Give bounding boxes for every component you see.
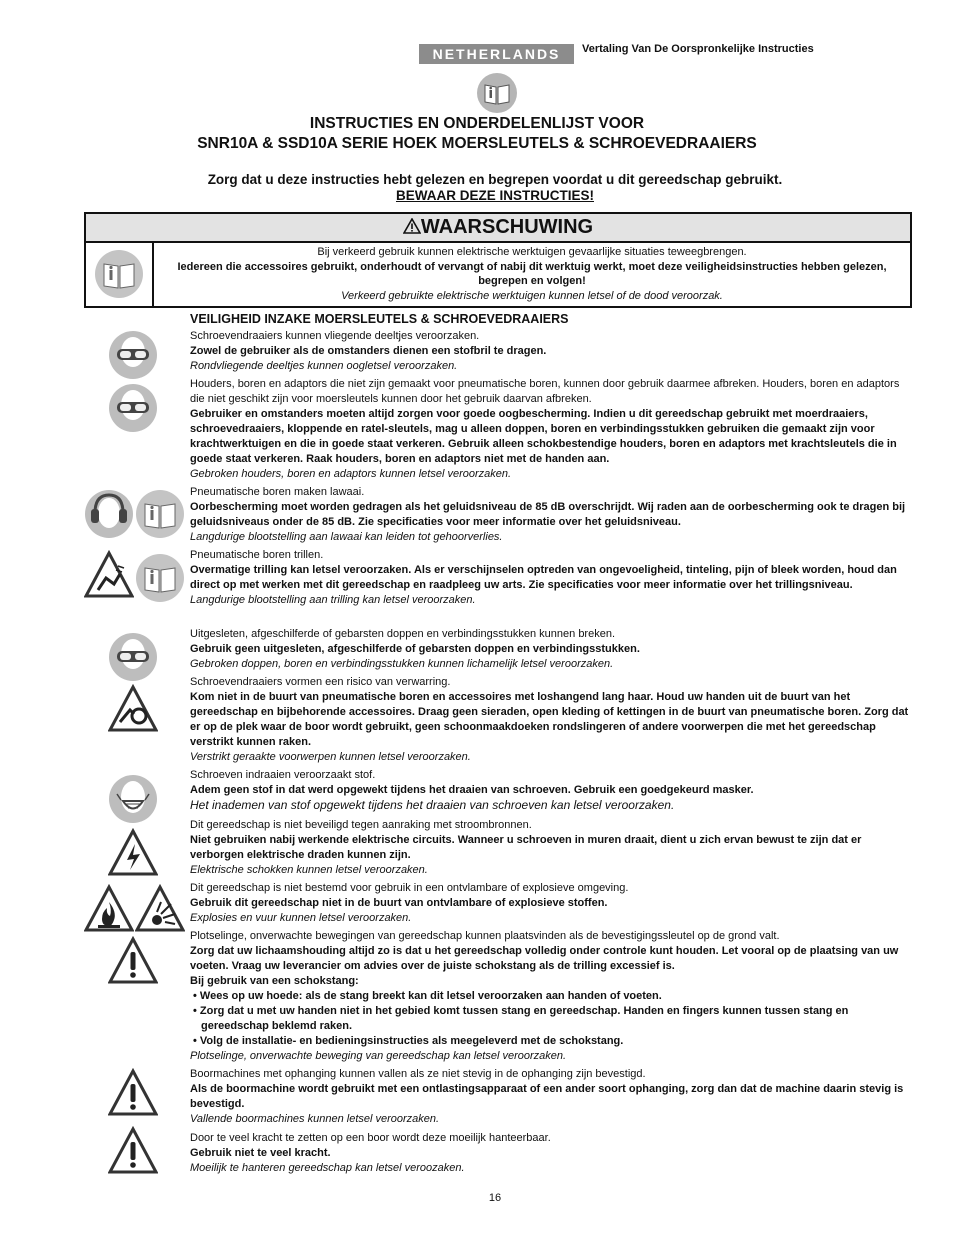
safety-block bbox=[190, 377, 910, 482]
block-italic: Elektrische schokken kunnen letsel veroorzaken. bbox=[190, 864, 428, 876]
general-warning-icon bbox=[108, 1068, 158, 1118]
block-bold: Gebruik geen uitgesleten, afgeschilferde of gebarsten doppen en verbindingsstukken. bbox=[190, 643, 640, 655]
general-warning-icon bbox=[108, 936, 158, 986]
block-normal: Plotselinge, onverwachte bewegingen van gereedschap kunnen plaatsvinden als de bevestigingssleutel op de grond valt. bbox=[190, 930, 780, 942]
read-manual-icon bbox=[135, 553, 185, 603]
block-italic: Gebroken doppen, boren en verbindingsstukken kunnen lichamelijk letsel veroorzaken. bbox=[190, 658, 614, 670]
block-italic: Gebroken houders, boren en adaptors kunnen letsel veroorzaken. bbox=[190, 468, 512, 480]
block-normal: Schroevendraaiers kunnen vliegende deeltjes veroorzaken. bbox=[190, 330, 480, 342]
bullet-item: • Zorg dat u met uw handen niet in het gebied komt tussen stang en gereedschap. Handen en fingers kunnen tussen stang en gereedschap beklemd raken. bbox=[193, 1005, 849, 1032]
block-italic: Plotselinge, onverwachte beweging van gereedschap kan letsel veroorzaken. bbox=[190, 1050, 567, 1062]
block-bold: Gebruik niet te veel kracht. bbox=[190, 1147, 331, 1159]
block-bold: Niet gebruiken nabij werkende elektrische circuits. Wanneer u schroeven in muren draait, dient u zich ervan bewust te zijn dat er verborgen elektrische draden kunnen zijn. bbox=[190, 834, 862, 861]
safety-block bbox=[190, 627, 910, 672]
warning-heading bbox=[86, 214, 910, 243]
section-title: VEILIGHEID INZAKE MOERSLEUTELS & SCHROEVEDRAAIERS bbox=[190, 312, 569, 326]
block-normal: Pneumatische boren maken lawaai. bbox=[190, 486, 365, 498]
bullet-item: • Volg de installatie- en bedieningsinstructies als meegeleverd met de schokstang. bbox=[193, 1035, 624, 1047]
block-bold: Overmatige trilling kan letsel veroorzaken. Als er verschijnselen optreden van ongevoeligheid, tinteling, pijn of bleek worden, houd dan direct op met werken met dit gereedschap en raadpleeg uw arts. Zie specificaties voor meer informatie over het trillingsniveau. bbox=[190, 564, 897, 591]
block-bold: Gebruiker en omstanders moeten altijd zorgen voor goede oogbescherming. Indien u dit gereedschap gebruikt met moerdraaiers, schroevedraaiers, kloppende en ratel-sleutels, mag u alleen doppen, boren en verbindingsstukken gebruiken die gemaakt zijn voor krachtwerktuigen en die in goede staat verkeren. Gebruik alleen schokbestendige houders, boren en adaptors met krachtsleutels die in goede staat verkeren. Raak houders, boren en adaptors niet met de handen aan. bbox=[190, 408, 897, 465]
safety-block bbox=[190, 485, 910, 545]
block-normal: Pneumatische boren trillen. bbox=[190, 549, 324, 561]
warning-box bbox=[84, 212, 912, 308]
bullet-item: • Wees op uw hoede: als de stang breekt kan dit letsel veroorzaken aan handen of voeten. bbox=[193, 990, 662, 1002]
header-subtitle: Vertaling Van De Oorspronkelijke Instructies bbox=[582, 43, 814, 55]
intro-line: Zorg dat u deze instructies hebt gelezen en begrepen voordat u dit gereedschap gebruikt. bbox=[207, 172, 783, 187]
block-normal: Boormachines met ophanging kunnen vallen als ze niet stevig in de ophanging zijn bevestigd. bbox=[190, 1068, 646, 1080]
warning-heading-text: WAARSCHUWING bbox=[420, 216, 594, 238]
block-bold: Zowel de gebruiker als de omstanders dienen een stofbril te dragen. bbox=[190, 345, 547, 357]
warning-text bbox=[154, 245, 910, 303]
safety-block bbox=[190, 1131, 910, 1176]
block-bold: Zorg dat uw lichaamshouding altijd zo is dat u het gereedschap volledig onder controle kunt houden. Let vooral op de plaatsing van uw voeten. Vraag uw leverancier om advies over de juiste schokstang als de trilling excessief is. bbox=[190, 945, 899, 972]
warning-line-1: Bij verkeerd gebruik kunnen elektrische werktuigen gevaarlijke situaties teweegbrengen. bbox=[317, 246, 747, 258]
block-normal: Schroevendraaiers vormen een risico van verwarring. bbox=[190, 676, 451, 688]
block-normal: Uitgesleten, afgeschilferde of gebarsten doppen en verbindingsstukken kunnen breken. bbox=[190, 628, 616, 640]
block-italic: Vallende boormachines kunnen letsel veroorzaken. bbox=[190, 1113, 440, 1125]
block-bold: Gebruik dit gereedschap niet in de buurt van ontvlambare of explosieve stoffen. bbox=[190, 897, 608, 909]
block-italic: Rondvliegende deeltjes kunnen oogletsel veroorzaken. bbox=[190, 360, 458, 372]
block-italic: Verstrikt geraakte voorwerpen kunnen letsel veroorzaken. bbox=[190, 751, 471, 763]
title-line-2: SNR10A & SSD10A SERIE HOEK MOERSLEUTELS & SCHROEVEDRAAIERS bbox=[197, 135, 757, 152]
read-manual-icon bbox=[135, 489, 185, 539]
safety-goggles-icon bbox=[108, 383, 158, 433]
warning-icon-cell bbox=[86, 243, 154, 306]
block-normal: Houders, boren en adaptors die niet zijn gemaakt voor pneumatische boren, kunnen door gebruik daarmee afbreken. Houders, boren en adaptors die niet geschikt zijn voor moersleutels kunnen door het gebruik daarvan afbreken. bbox=[190, 378, 900, 405]
block-normal: Dit gereedschap is niet bestemd voor gebruik in een ontvlambare of explosieve omgeving. bbox=[190, 882, 629, 894]
safety-block bbox=[190, 1067, 910, 1127]
warning-triangle-icon bbox=[403, 218, 421, 234]
safety-block bbox=[190, 675, 910, 765]
read-manual-icon bbox=[476, 72, 518, 114]
safety-goggles-icon bbox=[108, 632, 158, 682]
block-bold: Als de boormachine wordt gebruikt met een ontlastingsapparaat of een ander soort ophanging, zorg dan dat de machine daarin stevig is bevestigd. bbox=[190, 1083, 904, 1110]
safety-block bbox=[190, 818, 910, 878]
block-bold: Oorbescherming moet worden gedragen als het geluidsniveau de 85 dB overschrijdt. Wij raden aan de oorbescherming ook te dragen bij geluidsniveaus onder de 85 dB. Zie specificaties voor meer informatie over het geluidsniveau. bbox=[190, 501, 906, 528]
safety-block bbox=[190, 929, 910, 1064]
block-bold: Adem geen stof in dat werd opgewekt tijdens het draaien van schroeven. Gebruik een goedgekeurd masker. bbox=[190, 784, 754, 796]
warning-line-2: Iedereen die accessoires gebruikt, onderhoudt of vervangt of nabij dit werktuig werkt, moet deze veiligheidsinstructies hebben gelezen, begrepen en volgen! bbox=[177, 260, 887, 288]
warning-line-3: Verkeerd gebruikte elektrische werktuigen kunnen letsel of de dood veroorzak. bbox=[341, 289, 723, 302]
title-line-1: INSTRUCTIES EN ONDERDELENLIJST VOOR bbox=[309, 115, 645, 132]
block-italic: Moeilijk te hanteren gereedschap kan letsel veroozaken. bbox=[190, 1162, 465, 1174]
explosive-warning-icon bbox=[135, 884, 185, 934]
block-bold-subheading: Bij gebruik van een schokstang: bbox=[190, 975, 359, 987]
safety-block bbox=[190, 548, 910, 608]
block-italic: Het inademen van stof opgewekt tijdens het draaien van schroeven kan letsel veroorzaken. bbox=[190, 798, 675, 812]
page-number: 16 bbox=[488, 1192, 502, 1204]
entanglement-warning-icon bbox=[108, 684, 158, 734]
block-italic: Langdurige blootstelling aan trilling kan letsel veroorzaken. bbox=[190, 594, 476, 606]
safety-goggles-icon bbox=[108, 330, 158, 380]
safety-block bbox=[190, 881, 910, 926]
vibration-warning-icon bbox=[84, 550, 134, 600]
safety-block bbox=[190, 329, 910, 374]
ear-protection-icon bbox=[84, 489, 134, 539]
block-normal: Door te veel kracht te zetten op een boor wordt deze moeilijk hanteerbaar. bbox=[190, 1132, 551, 1144]
country-tag: NETHERLANDS bbox=[419, 44, 574, 64]
block-normal: Schroeven indraaien veroorzaakt stof. bbox=[190, 769, 376, 781]
dust-mask-icon bbox=[108, 774, 158, 824]
safety-block bbox=[190, 768, 910, 813]
electric-shock-warning-icon bbox=[108, 828, 158, 878]
block-bold: Kom niet in de buurt van pneumatische boren en accessoires met loshangend lang haar. Houd uw handen uit de buurt van het gereedschap en bijbehorende accessoires. Draag geen sieraden, open kleding of kettingen in de buurt van pneumatische boren. Zorg dat er op de plek waar de boor wordt gebruikt, geen schoonmaakdoeken rondslingeren of andere voorwerpen die met het gereedschap verstrikt kunnen raken. bbox=[190, 691, 909, 748]
keep-instructions: BEWAAR DEZE INSTRUCTIES! bbox=[395, 188, 594, 203]
read-manual-icon bbox=[94, 249, 144, 299]
block-italic: Explosies en vuur kunnen letsel veroorzaken. bbox=[190, 912, 412, 924]
block-italic: Langdurige blootstelling aan lawaai kan leiden tot gehoorverlies. bbox=[190, 531, 503, 543]
general-warning-icon bbox=[108, 1126, 158, 1176]
flammable-warning-icon bbox=[84, 884, 134, 934]
block-normal: Dit gereedschap is niet beveiligd tegen aanraking met stroombronnen. bbox=[190, 819, 532, 831]
